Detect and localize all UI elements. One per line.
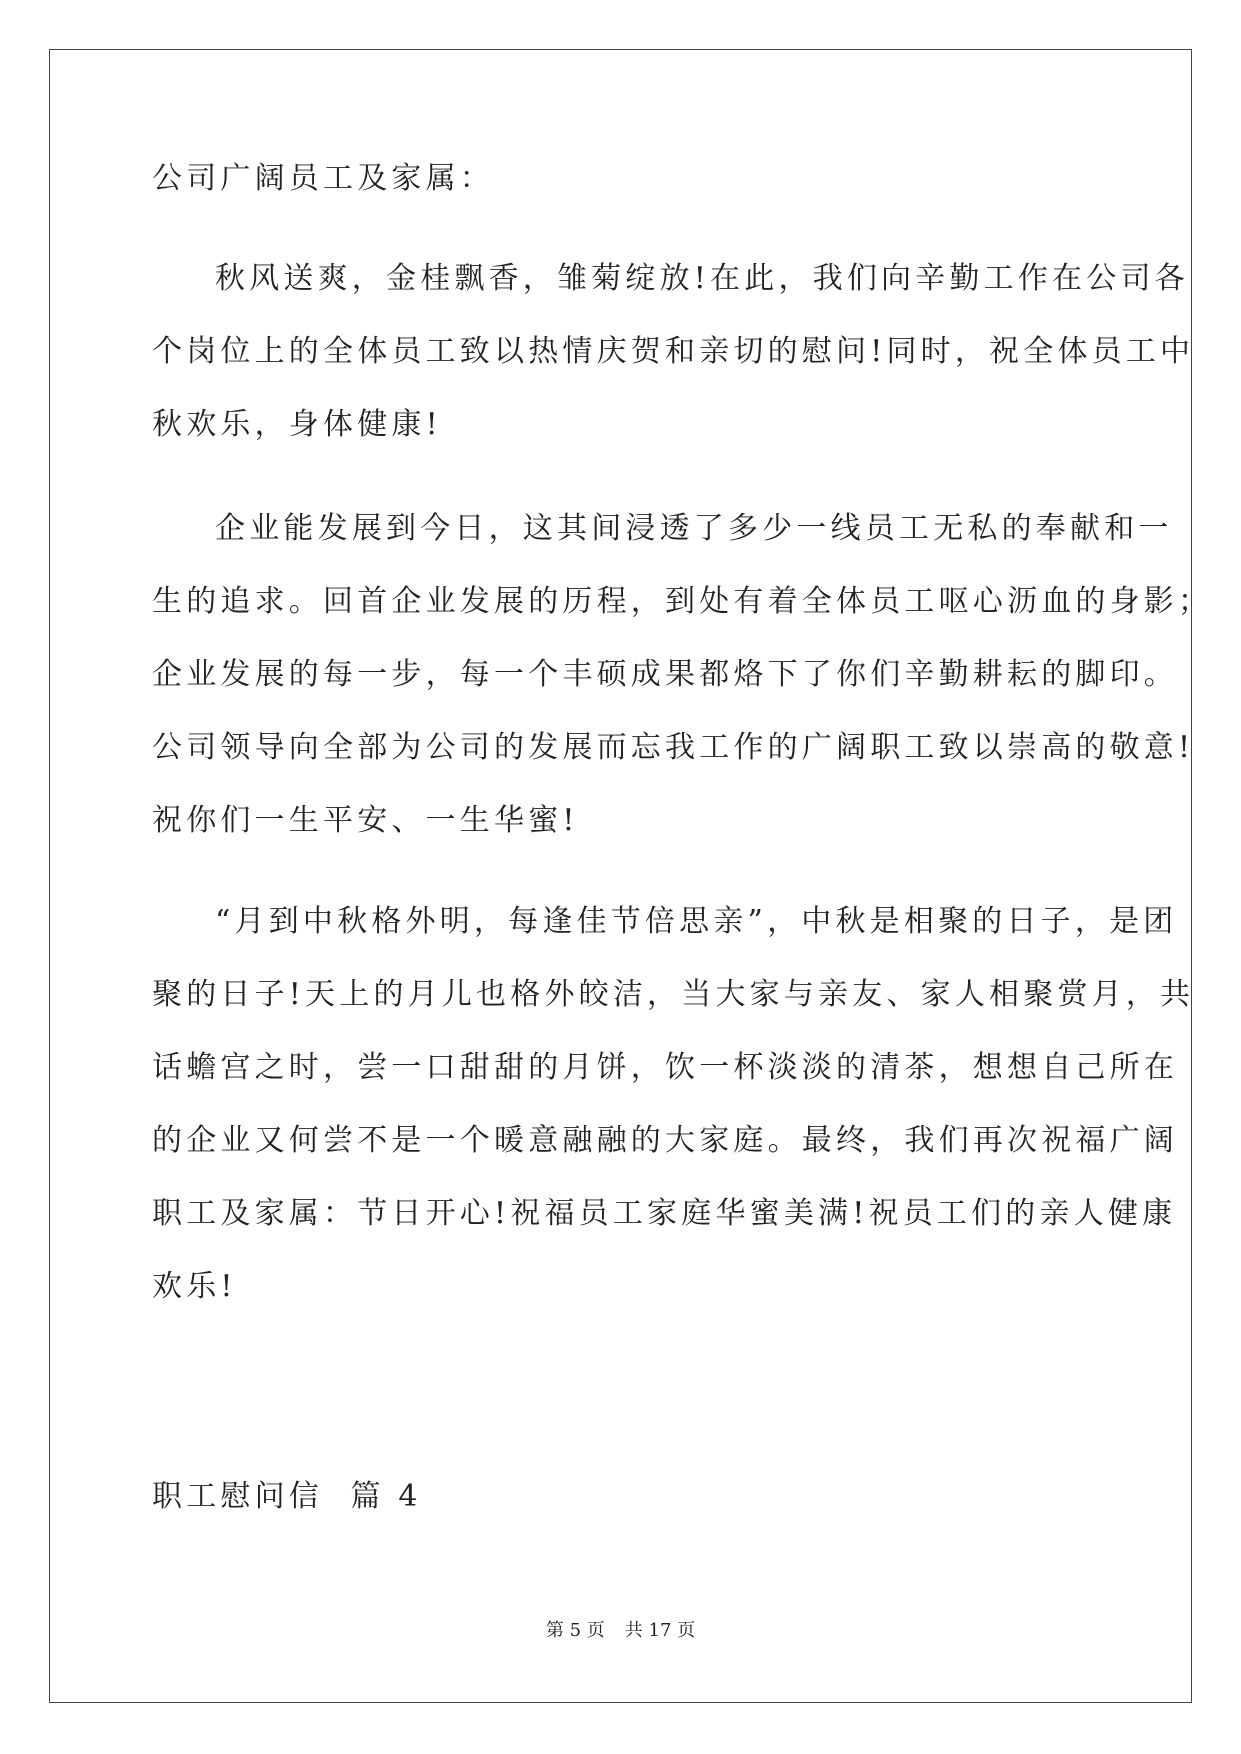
- section-heading: 职工慰问信 篇 4: [152, 1479, 422, 1514]
- paragraph-line: 祝你们一生平安、一生华蜜!: [152, 803, 579, 838]
- paragraph-line: 企业发展的每一步，每一个丰硕成果都烙下了你们辛勤耕耘的脚印。: [152, 657, 1178, 692]
- page-total: 共 17 页: [624, 1620, 696, 1641]
- paragraph-line: 秋风送爽，金桂飘香，雏菊绽放!在此，我们向辛勤工作在公司各: [215, 261, 1189, 296]
- paragraph-line: 的企业又何尝不是一个暖意融融的大家庭。最终，我们再次祝福广阔: [152, 1123, 1178, 1158]
- page-number: 第 5 页: [545, 1620, 605, 1641]
- salutation: 公司广阔员工及家属：: [152, 161, 494, 196]
- paragraph-line: 职工及家属：节日开心!祝福员工家庭华蜜美满!祝员工们的亲人健康: [152, 1196, 1177, 1231]
- paragraph-3: [152, 903, 1194, 1341]
- paragraph-line: 秋欢乐，身体健康!: [152, 407, 442, 442]
- paragraph-line: 聚的日子!天上的月儿也格外皎洁，当大家与亲友、家人相聚赏月，共: [152, 977, 1195, 1012]
- paragraph-line: 企业能发展到今日，这其间浸透了多少一线员工无私的奉献和一: [215, 511, 1173, 546]
- page-footer: [0, 1616, 1241, 1642]
- paragraph-2: [152, 510, 1212, 875]
- paragraph-line: 个岗位上的全体员工致以热情庆贺和亲切的慰问!同时，祝全体员工中: [152, 334, 1195, 369]
- paragraph-line: 话蟾宫之时，尝一口甜甜的月饼，饮一杯淡淡的清茶，想想自己所在: [152, 1050, 1178, 1085]
- paragraph-line: 生的追求。回首企业发展的历程，到处有着全体员工呕心沥血的身影；: [152, 584, 1213, 619]
- paragraph-1: [152, 260, 1194, 479]
- paragraph-line: 公司领导向全部为公司的发展而忘我工作的广阔职工致以崇高的敬意!: [152, 730, 1195, 765]
- paragraph-line: 欢乐!: [152, 1269, 237, 1304]
- paragraph-line: “月到中秋格外明，每逢佳节倍思亲”，中秋是相聚的日子，是团: [215, 904, 1178, 939]
